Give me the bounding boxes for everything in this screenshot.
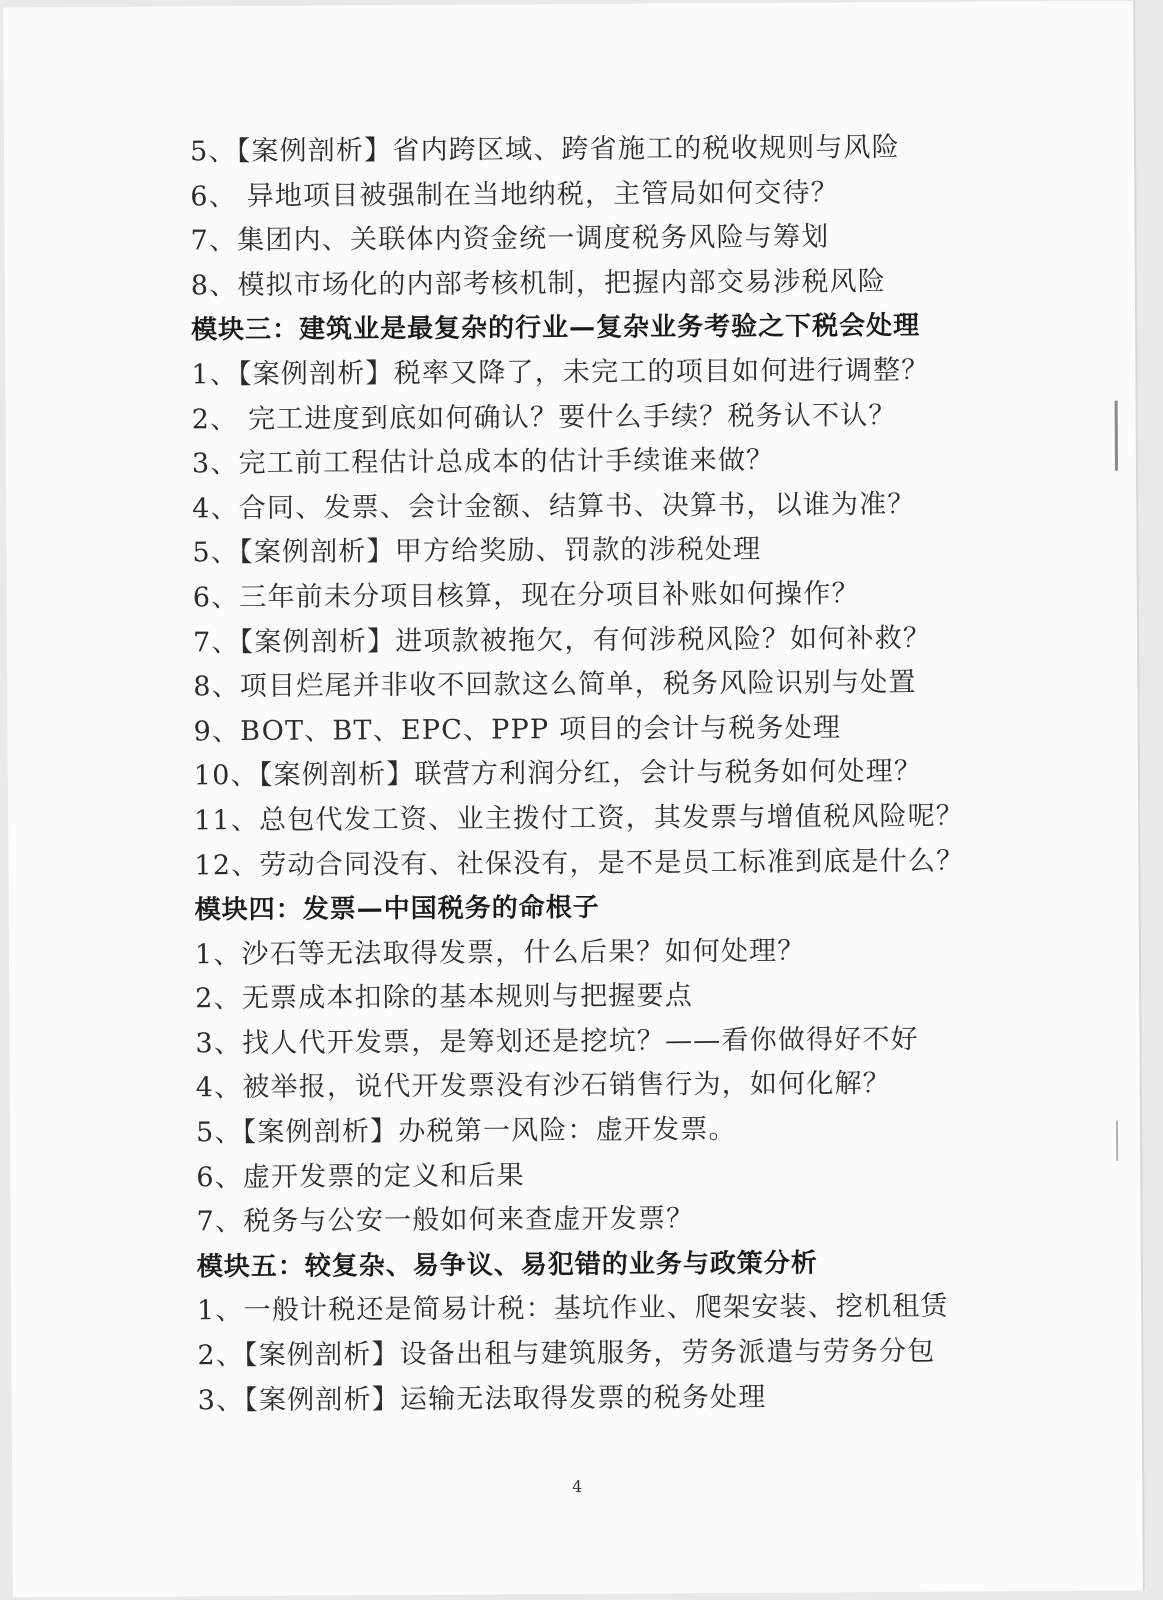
outline-item: 7、【案例剖析】进项款被拖欠，有何涉税风险？如何补救？ xyxy=(192,622,932,658)
outline-item: 12、劳动合同没有、社保没有，是不是员工标准到底是什么？ xyxy=(194,845,965,881)
outline-item: 3、完工前工程估计总成本的估计手续谁来做？ xyxy=(191,444,775,480)
outline-item: 1、一般计税还是简易计税：基坑作业、爬架安装、挖机租赁 xyxy=(197,1291,949,1327)
outline-item: 5、【案例剖析】甲方给奖励、罚款的涉税处理 xyxy=(192,534,762,569)
outline-item: 8、模拟市场化的内部考核机制，把握内部交易涉税风险 xyxy=(190,265,887,302)
outline-item: 4、被举报，说代开发票没有沙石销售行为，如何化解？ xyxy=(195,1068,892,1104)
outline-item: 5、【案例剖析】办税第一风险：虚开发票。 xyxy=(195,1114,737,1149)
page-number: 4 xyxy=(572,1476,583,1497)
outline-item: 7、税务与公安一般如何来查虚开发票？ xyxy=(196,1203,695,1238)
outline-item: 6、三年前未分项目核算，现在分项目补账如何操作？ xyxy=(192,578,860,614)
outline-item: 2、【案例剖析】设备出租与建筑服务，劳务派遣与劳务分包 xyxy=(197,1335,936,1372)
outline-item: 2、 完工进度到底如何确认？要什么手续？税务认不认？ xyxy=(191,399,897,435)
outline-item: 8、项目烂尾并非收不回款这么简单，税务风险识别与处置 xyxy=(193,667,917,703)
outline-item: 2、无票成本扣除的基本规则与把握要点 xyxy=(195,980,694,1015)
document-page xyxy=(3,1,1143,1598)
outline-item: 6、虚开发票的定义和后果 xyxy=(196,1159,525,1193)
outline-item: 1、沙石等无法取得发票，什么后果？如何处理？ xyxy=(194,935,806,970)
outline-item: 10、【案例剖析】联营方利润分红，会计与税务如何处理？ xyxy=(193,756,923,792)
scan-edge-mark xyxy=(1116,1121,1118,1161)
outline-item: 11、总包代发工资、业主拨付工资，其发票与增值税风险呢？ xyxy=(194,800,965,837)
outline-item: 4、合同、发票、会计金额、结算书、决算书，以谁为准？ xyxy=(192,488,916,525)
module-heading: 模块三：建筑业是最复杂的行业—复杂业务考验之下税会处理 xyxy=(191,311,921,346)
module-heading: 模块五：较复杂、易争议、易犯错的业务与政策分析 xyxy=(196,1248,818,1283)
module-heading: 模块四：发票—中国税务的命根子 xyxy=(194,892,600,926)
outline-item: 5、【案例剖析】省内跨区域、跨省施工的税收规则与风险 xyxy=(189,131,901,168)
outline-item: 1、【案例剖析】税率又降了，未完工的项目如何进行调整？ xyxy=(191,354,930,391)
outline-item: 3、【案例剖析】运输无法取得发票的税务处理 xyxy=(197,1381,767,1416)
outline-item: 7、集团内、关联体内资金统一调度税务风险与筹划 xyxy=(190,221,830,257)
outline-item: 9、BOT、BT、EPC、PPP 项目的会计与税务处理 xyxy=(193,712,842,748)
document-body xyxy=(190,125,998,1423)
outline-item: 3、找人代开发票，是筹划还是挖坑？——看你做得好不好 xyxy=(195,1023,919,1060)
outline-item: 6、 异地项目被强制在当地纳税，主管局如何交待？ xyxy=(190,176,839,212)
scan-edge-mark xyxy=(1115,401,1118,471)
